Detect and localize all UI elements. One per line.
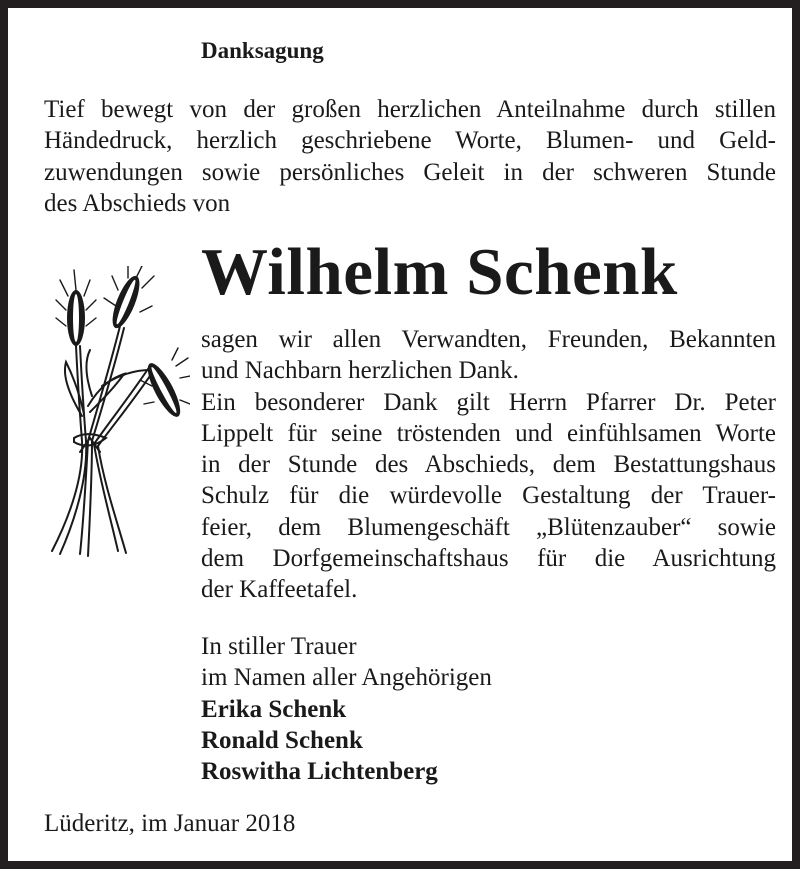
intro-line: Händedruck, herzlich geschriebene Worte, Blumen- und Geld- [44, 127, 776, 155]
intro-line: des Abschieds von [44, 189, 231, 217]
body-line: und Nachbarn herzlichen Dank. [201, 357, 519, 385]
notice-heading: Danksagung [201, 38, 324, 63]
closing-line: In stiller Trauer [201, 633, 357, 660]
body-line: sagen wir allen Verwandten, Freunden, Bekannten [201, 326, 776, 353]
body-line: Schulz für die würdevolle Gestaltung der Trauer- [201, 482, 776, 510]
body-line: in der Stunde des Abschieds, dem Bestattungshaus [201, 451, 776, 479]
deceased-name: Wilhelm Schenk [201, 235, 678, 309]
thanks-paragraph [201, 324, 776, 606]
intro-line: Tief bewegt von der großen herzlichen Anteilnahme durch stillen [44, 96, 776, 123]
wheat-sheaf-icon [40, 266, 190, 561]
signatory-name: Roswitha Lichtenberg [201, 758, 438, 786]
body-line: der Kaffeetafel. [201, 576, 358, 604]
intro-paragraph [44, 94, 776, 219]
body-line: feier, dem Blumengeschäft „Blütenzauber“ sowie [201, 513, 776, 541]
closing-block [201, 631, 492, 787]
closing-line: im Namen aller Angehörigen [201, 664, 492, 692]
signatory-name: Ronald Schenk [201, 726, 363, 754]
signatory-name: Erika Schenk [201, 695, 347, 723]
intro-line: zuwendungen sowie persönliches Geleit in der schweren Stunde [44, 158, 776, 186]
body-line: dem Dorfgemeinschaftshaus für die Ausrichtung [201, 545, 776, 573]
place-date: Lüderitz, im Januar 2018 [44, 810, 296, 837]
body-line: Lippelt für seine tröstenden und einfühlsamen Worte [201, 419, 776, 447]
body-line: Ein besonderer Dank gilt Herrn Pfarrer Dr. Peter [201, 388, 776, 416]
